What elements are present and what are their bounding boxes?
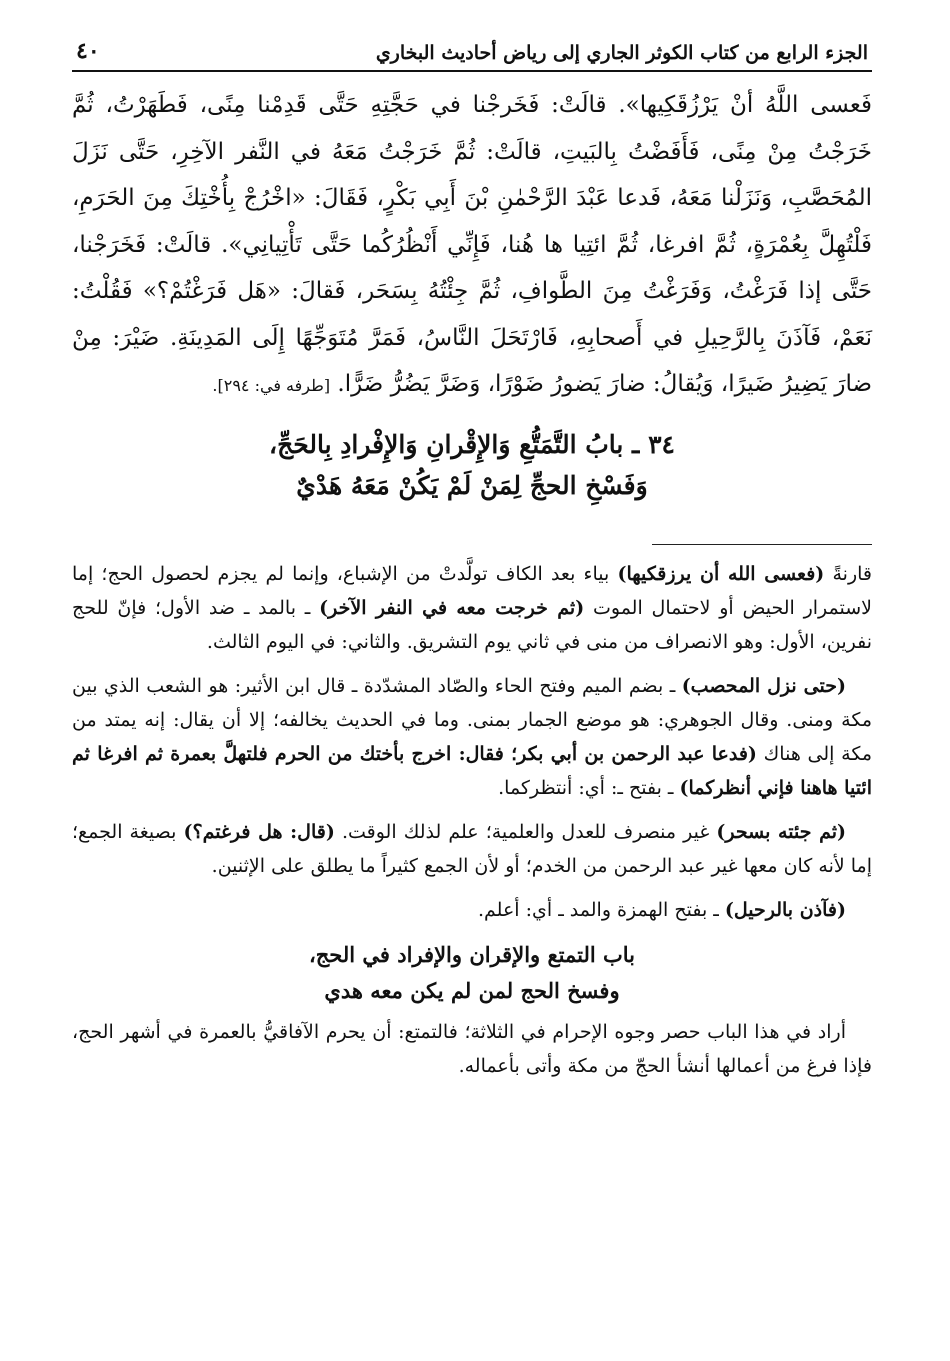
page-header [72,38,872,72]
commentary-text: ـ بفتح ـ: أي: أنتظركما. [498,776,674,799]
quoted-phrase: (فدعا عبد الرحمن بن أبي بكر؛ فقال: اخرج بأختك من الحرم فلتهلَّ بعمرة ثم افرغا ثم ائتيا هاهنا فإني أنظركما) [72,742,872,799]
commentary-paragraph [72,815,872,883]
commentary-text: ـ بفتح الهمزة والمد ـ أي: أعلم. [477,898,719,921]
hadith-text [72,82,872,410]
hadith-body: فَعسى اللَّهُ أنْ يَرْزُقَكِيها». قالَتْ: فَخَرجْنا في حَجَّتِهِ حَتَّى قَدِمْنا مِنًى، فَطَهَرْتُ، ثُمَّ خَرَجْتُ مِنْ مِنًى، فَأَفَضْتُ بِالبَيتِ، قالَتْ: ثُمَّ خَرَجْتُ مَعَهُ في النَّفر الآخِرِ، حَتَّى نَزَلَ المُحَصَّبِ، وَنَزَلْنا مَعَهُ، فَدعا عَبْدَ الرَّحْمٰنِ بْنَ أَبِي بَكْرٍ، فَقَالَ: «اخْرُجْ بِأُخْتِكَ مِنَ الحَرَمِ، فَلْتُهِلَّ بِعُمْرَةٍ، ثُمَّ افرغا، ثُمَّ ائتِيا ها هُنا، فَإِنِّي أَنْظُرُكُما حَتَّى تَأْتِيانِي». قالَتْ: فَخَرَجْنا، حَتَّى إذا فَرَغْتُ، وَفَرَغْتُ مِنَ الطَّوافِ، ثُمَّ جِئْتُهُ بِسَحَر، فَقالَ: «هَل فَرَغْتُمْ؟» فَقُلْتُ: نَعَمْ، فَآذَنَ بِالرَّحِيلِ في أَصحابِهِ، فَارْتَحَلَ النَّاسُ، فَمَرَّ مُتَوَجِّهًا إِلَى المَدِينَةِ. ضَيْرَ: مِنْ ضارَ يَضِيرُ ضَيرًا، وَيُقالُ: ضارَ يَضورُ ضَوْرًا، وَضَرَّ يَضُرُّ ضَرًّا. [72,92,872,397]
quoted-phrase: (فعسى الله أن يرزقكيها) [617,562,825,585]
commentary-heading-line-1: باب التمتع والإقران والإفراد في الحج، [308,941,636,967]
commentary-text: بياء بعد الكاف تولَّدتْ من الإشباع، وإنما لم يجزم لحصول الحج؛ إما لاستمرار الحيض أو لاحتمال الموت [72,562,873,619]
chapter-heading-line-2: وَفَسْخِ الحجِّ لِمَنْ لَمْ يَكُنْ مَعَهُ هَدْيٌ [296,470,648,500]
commentary-text: غير منصرف للعدل والعلمية؛ علم لذلك الوقت. [341,820,710,843]
cross-reference: [طرفه في: ٢٩٤]. [212,376,331,395]
commentary-heading-line-2: وفسخ الحج لمن لم يكن معه هدي [324,977,620,1003]
quoted-phrase: (حتى نزل المحصب) [681,674,846,697]
book-title: الجزء الرابع من كتاب الكوثر الجاري إلى رياض أحاديث البخاري [375,42,868,64]
commentary-chapter-heading [72,937,872,1009]
quoted-phrase: (فآذن بالرحيل) [724,898,846,921]
separator-rule [652,544,872,545]
commentary-text: قارنةً [832,562,872,585]
chapter-heading-line-1: ٣٤ ـ بابُ التَّمَتُّعِ وَالإِقْرانِ وَالإِفْرادِ بِالحَجِّ، [269,429,675,459]
commentary-text: بصيغة الجمع؛ إما لأنه كان معها غير عبد الرحمن من الخدم؛ أو لأن الجمع كثيراً ما يطلق على الإثنين. [72,820,872,877]
commentary-paragraph [72,557,872,659]
quoted-phrase: (قال: هل فرغتم؟) [183,820,335,843]
chapter-heading [72,424,872,506]
commentary-text: ـ بضم الميم وفتح الحاء والصّاد المشدّدة ـ قال ابن الأثير: هو الشعب الذي بين مكة ومنى. وقال الجوهري: هو موضع الجمار بمنى. وما في الحديث يخالفه؛ إلا أن يقال: إنه يمتد من مكة إلى هناك [72,674,872,765]
quoted-phrase: (ثم خرجت معه في النفر الآخر) [319,596,585,619]
page-number: ٤٠ [76,38,100,64]
commentary [72,557,872,1083]
commentary-text: أراد في هذا الباب حصر وجوه الإحرام في الثلاثة؛ فالتمتع: أن يحرم الآفاقيُّ بالعمرة في أشهر الحج، فإذا فرغ من أعمالها أنشأ الحجّ من مكة وأتى بأعماله. [72,1020,872,1077]
commentary-paragraph [72,893,872,927]
commentary-paragraph [72,1015,872,1083]
quoted-phrase: (ثم جئته بسحر) [716,820,847,843]
commentary-paragraph [72,669,872,805]
commentary-text: ـ بالمد ـ ضد الأول؛ فإنّ للحج نفرين، الأول: وهو الانصراف من منى في ثاني يوم التشريق. والثاني: في اليوم الثالث. [72,596,872,653]
